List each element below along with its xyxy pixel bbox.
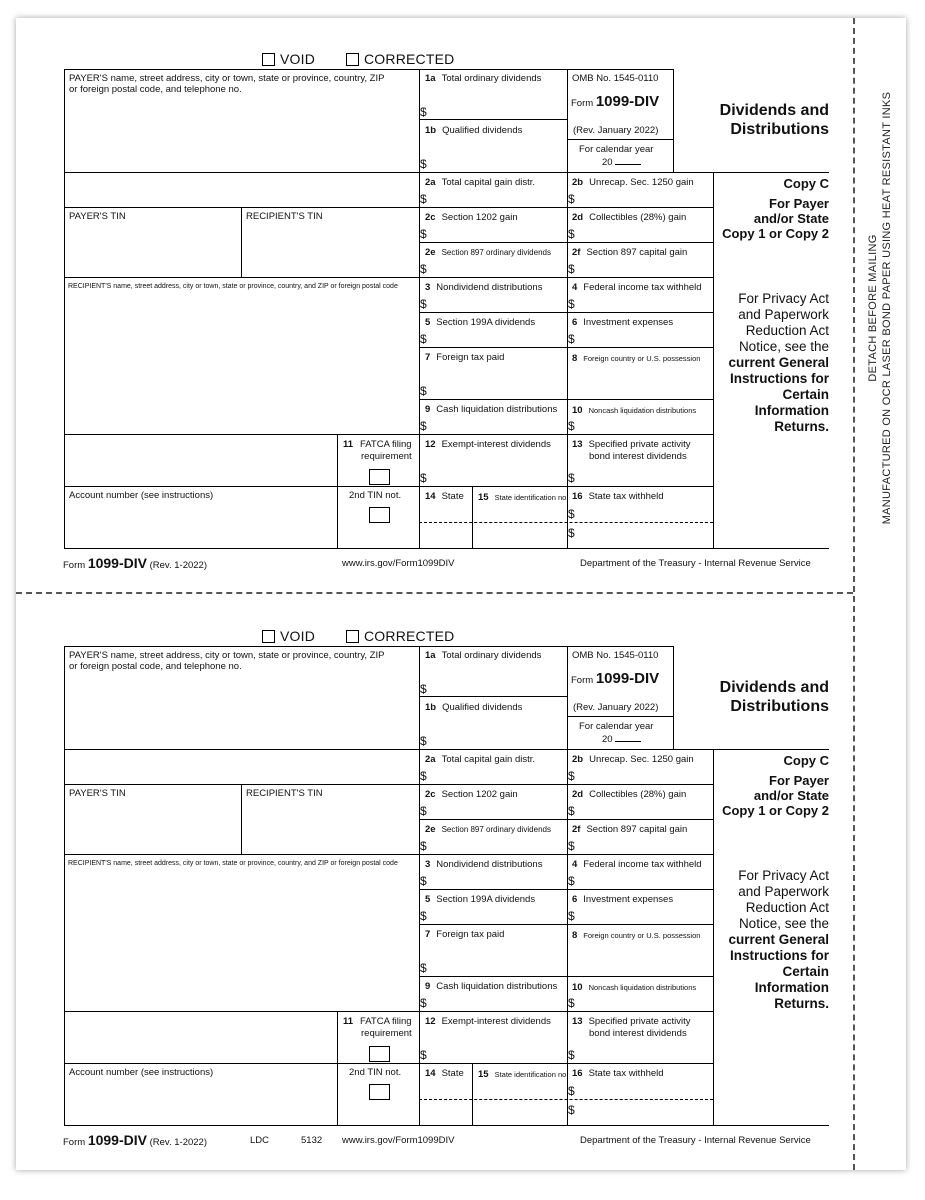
- corrected-checkbox[interactable]: [346, 630, 359, 643]
- box9-label: 9 Cash liquidation distributions: [425, 981, 558, 992]
- account-number-field[interactable]: [66, 1080, 334, 1122]
- box11-number: 11: [343, 439, 354, 450]
- form-title: Dividends and Distributions: [719, 102, 829, 138]
- omb-revision: (Rev. January 2022): [573, 125, 659, 136]
- box1a-label: 1a Total ordinary dividends: [425, 650, 542, 661]
- box4-label: 4 Federal income tax withheld: [572, 282, 702, 293]
- box1b-label: 1b Qualified dividends: [425, 702, 523, 713]
- box15-label: 15 State identification no.: [478, 1069, 569, 1080]
- box2c-dollar[interactable]: $: [420, 227, 427, 241]
- box16-dollar-1[interactable]: $: [568, 507, 575, 521]
- box6-label: 6 Investment expenses: [572, 317, 674, 328]
- form-title: Dividends and Distributions: [719, 679, 829, 715]
- box2d-dollar[interactable]: $: [568, 804, 575, 818]
- payer-name-field[interactable]: [66, 677, 416, 747]
- side-text: [853, 18, 906, 598]
- footer-form-id: Form 1099-DIV (Rev. 1-2022): [63, 1132, 207, 1148]
- calendar-year-label: For calendar year: [579, 721, 654, 732]
- box12-dollar[interactable]: $: [420, 471, 427, 485]
- side-text-line2: MANUFACTURED ON OCR LASER BOND PAPER USING HEAT RESISTANT INKS: [880, 91, 893, 525]
- box2f-dollar[interactable]: $: [568, 839, 575, 853]
- box4-dollar[interactable]: $: [568, 874, 575, 888]
- footer-department: Department of the Treasury - Internal Revenue Service: [580, 1135, 811, 1146]
- fatca-checkbox[interactable]: [369, 1046, 390, 1062]
- box9-label: 9 Cash liquidation distributions: [425, 404, 558, 415]
- box2f-label: 2f Section 897 capital gain: [572, 247, 688, 258]
- box12-label: 12 Exempt-interest dividends: [425, 1016, 551, 1027]
- recipient-name-field[interactable]: [66, 871, 416, 1009]
- footer-code: 5132: [301, 1135, 323, 1146]
- second-tin-checkbox[interactable]: [369, 1084, 390, 1100]
- copy-designation: Copy C For Payer and/or State Copy 1 or Copy 2: [722, 753, 829, 818]
- recipient-tin-field[interactable]: [244, 224, 416, 274]
- box15-field[interactable]: [474, 1082, 565, 1122]
- box2e-label: 2e Section 897 ordinary dividends: [425, 247, 551, 258]
- box16-label: 16 State tax withheld: [572, 1068, 664, 1079]
- account-number-field[interactable]: [66, 503, 334, 545]
- form-sheet: [16, 18, 906, 1170]
- box2a-dollar[interactable]: $: [420, 769, 427, 783]
- box11-label-line2: requirement: [361, 1028, 412, 1039]
- account-number-label: Account number (see instructions): [69, 490, 214, 501]
- footer-url[interactable]: www.irs.gov/Form1099DIV: [342, 558, 455, 569]
- box12-dollar[interactable]: $: [420, 1048, 427, 1062]
- privacy-notice: For Privacy Act and Paperwork Reduction Act Notice, see the current General Instructions for Certain Information Returns.: [728, 868, 829, 1011]
- form-copy-upper: [16, 50, 853, 590]
- box9-dollar[interactable]: $: [420, 996, 427, 1010]
- box2d-label: 2d Collectibles (28%) gain: [572, 789, 687, 800]
- box5-dollar[interactable]: $: [420, 909, 427, 923]
- box2b-label: 2b Unrecap. Sec. 1250 gain: [572, 177, 694, 188]
- second-tin-label: 2nd TIN not.: [349, 490, 402, 501]
- recipient-tin-label: RECIPIENT'S TIN: [246, 211, 323, 222]
- void-checkbox[interactable]: [262, 53, 275, 66]
- box14-field[interactable]: [421, 505, 470, 545]
- box13-label-line2: bond interest dividends: [589, 451, 687, 462]
- second-tin-checkbox[interactable]: [369, 507, 390, 523]
- box13-dollar[interactable]: $: [568, 1048, 575, 1062]
- box9-dollar[interactable]: $: [420, 419, 427, 433]
- box2e-label: 2e Section 897 ordinary dividends: [425, 824, 551, 835]
- box13-label-line1: 13 Specified private activity: [572, 439, 691, 450]
- fatca-checkbox[interactable]: [369, 469, 390, 485]
- box2c-label: 2c Section 1202 gain: [425, 789, 518, 800]
- box11-label-line1: FATCA filing: [360, 439, 412, 450]
- void-checkbox[interactable]: [262, 630, 275, 643]
- calendar-year-field[interactable]: 20: [602, 734, 641, 745]
- box1b-dollar[interactable]: $: [420, 157, 427, 171]
- box7-dollar[interactable]: $: [420, 961, 427, 975]
- box14-label: 14 State: [425, 1068, 464, 1079]
- box12-label: 12 Exempt-interest dividends: [425, 439, 551, 450]
- footer-url[interactable]: www.irs.gov/Form1099DIV: [342, 1135, 455, 1146]
- box2f-dollar[interactable]: $: [568, 262, 575, 276]
- omb-form-name: Form 1099-DIV: [571, 670, 660, 687]
- box14-label: 14 State: [425, 491, 464, 502]
- box13-dollar[interactable]: $: [568, 471, 575, 485]
- horizontal-perforation: [16, 592, 853, 594]
- box2c-label: 2c Section 1202 gain: [425, 212, 518, 223]
- box2e-dollar[interactable]: $: [420, 262, 427, 276]
- box2b-dollar[interactable]: $: [568, 769, 575, 783]
- box13-label-line2: bond interest dividends: [589, 1028, 687, 1039]
- box15-field[interactable]: [474, 505, 565, 545]
- box1b-label: 1b Qualified dividends: [425, 125, 523, 136]
- box11-label-line1: FATCA filing: [360, 1016, 412, 1027]
- payer-name-label-line1: PAYER'S name, street address, city or town, state or province, country, ZIP: [69, 73, 385, 84]
- box7-label: 7 Foreign tax paid: [425, 352, 505, 363]
- box6-label: 6 Investment expenses: [572, 894, 674, 905]
- box10-dollar[interactable]: $: [568, 996, 575, 1010]
- box16-label: 16 State tax withheld: [572, 491, 664, 502]
- footer-department: Department of the Treasury - Internal Revenue Service: [580, 558, 811, 569]
- box7-dollar[interactable]: $: [420, 384, 427, 398]
- corrected-label: CORRECTED: [364, 51, 455, 67]
- box10-label: 10 Noncash liquidation distributions: [572, 982, 697, 993]
- recipient-name-label: RECIPIENT'S name, street address, city or town, state or province, country, and ZIP or foreign postal code: [68, 860, 398, 867]
- box2a-dollar[interactable]: $: [420, 192, 427, 206]
- box13-label-line1: 13 Specified private activity: [572, 1016, 691, 1027]
- recipient-tin-field[interactable]: [244, 801, 416, 851]
- account-number-label: Account number (see instructions): [69, 1067, 214, 1078]
- box4-dollar[interactable]: $: [568, 297, 575, 311]
- omb-number: OMB No. 1545-0110: [572, 650, 659, 661]
- box5-label: 5 Section 199A dividends: [425, 317, 536, 328]
- box6-dollar[interactable]: $: [568, 909, 575, 923]
- box2b-label: 2b Unrecap. Sec. 1250 gain: [572, 754, 694, 765]
- box11-number: 11: [343, 1016, 354, 1027]
- calendar-year-field[interactable]: 20: [602, 157, 641, 168]
- box2a-label: 2a Total capital gain distr.: [425, 177, 536, 188]
- omb-revision: (Rev. January 2022): [573, 702, 659, 713]
- side-text-line1: DETACH BEFORE MAILING: [866, 234, 879, 382]
- omb-form-name: Form 1099-DIV: [571, 93, 660, 110]
- payer-name-field[interactable]: [66, 100, 416, 170]
- box10-dollar[interactable]: $: [568, 419, 575, 433]
- box5-dollar[interactable]: $: [420, 332, 427, 346]
- box6-dollar[interactable]: $: [568, 332, 575, 346]
- payer-name-label-line2: or foreign postal code, and telephone no.: [69, 661, 242, 672]
- payer-tin-label: PAYER'S TIN: [69, 788, 126, 799]
- form-copy-lower: [16, 627, 853, 1167]
- box2f-label: 2f Section 897 capital gain: [572, 824, 688, 835]
- calendar-year-label: For calendar year: [579, 144, 654, 155]
- recipient-name-field[interactable]: [66, 294, 416, 432]
- payer-name-label-line1: PAYER'S name, street address, city or town, state or province, country, ZIP: [69, 650, 385, 661]
- box3-label: 3 Nondividend distributions: [425, 282, 543, 293]
- box2d-dollar[interactable]: $: [568, 227, 575, 241]
- box10-label: 10 Noncash liquidation distributions: [572, 405, 697, 416]
- box1b-dollar[interactable]: $: [420, 734, 427, 748]
- copy-designation: Copy C For Payer and/or State Copy 1 or Copy 2: [722, 176, 829, 241]
- payer-tin-field[interactable]: [66, 801, 238, 851]
- privacy-notice: For Privacy Act and Paperwork Reduction Act Notice, see the current General Instructions for Certain Information Returns.: [728, 291, 829, 434]
- box16-dollar-2[interactable]: $: [568, 1103, 575, 1117]
- box2b-dollar[interactable]: $: [568, 192, 575, 206]
- corrected-checkbox[interactable]: [346, 53, 359, 66]
- box3-dollar[interactable]: $: [420, 874, 427, 888]
- recipient-name-label: RECIPIENT'S name, street address, city or town, state or province, country, and ZIP or foreign postal code: [68, 283, 398, 290]
- box4-label: 4 Federal income tax withheld: [572, 859, 702, 870]
- box5-label: 5 Section 199A dividends: [425, 894, 536, 905]
- box14-field[interactable]: [421, 1082, 470, 1122]
- box1a-label: 1a Total ordinary dividends: [425, 73, 542, 84]
- recipient-tin-label: RECIPIENT'S TIN: [246, 788, 323, 799]
- payer-tin-field[interactable]: [66, 224, 238, 274]
- box16-dollar-2[interactable]: $: [568, 526, 575, 540]
- box2d-label: 2d Collectibles (28%) gain: [572, 212, 687, 223]
- payer-name-label-line2: or foreign postal code, and telephone no.: [69, 84, 242, 95]
- footer-form-id: Form 1099-DIV (Rev. 1-2022): [63, 555, 207, 571]
- box16-dollar-1[interactable]: $: [568, 1084, 575, 1098]
- corrected-label: CORRECTED: [364, 628, 455, 644]
- payer-tin-label: PAYER'S TIN: [69, 211, 126, 222]
- box1a-dollar[interactable]: $: [420, 105, 427, 119]
- second-tin-label: 2nd TIN not.: [349, 1067, 402, 1078]
- box7-label: 7 Foreign tax paid: [425, 929, 505, 940]
- box2a-label: 2a Total capital gain distr.: [425, 754, 536, 765]
- footer-ldc: LDC: [250, 1135, 270, 1146]
- omb-number: OMB No. 1545-0110: [572, 73, 659, 84]
- box15-label: 15 State identification no.: [478, 492, 569, 503]
- box3-label: 3 Nondividend distributions: [425, 859, 543, 870]
- box1a-dollar[interactable]: $: [420, 682, 427, 696]
- box3-dollar[interactable]: $: [420, 297, 427, 311]
- box11-label-line2: requirement: [361, 451, 412, 462]
- box2e-dollar[interactable]: $: [420, 839, 427, 853]
- void-label: VOID: [280, 628, 316, 644]
- box8-label: 8 Foreign country or U.S. possession: [572, 930, 701, 941]
- box8-label: 8 Foreign country or U.S. possession: [572, 353, 701, 364]
- void-label: VOID: [280, 51, 316, 67]
- box2c-dollar[interactable]: $: [420, 804, 427, 818]
